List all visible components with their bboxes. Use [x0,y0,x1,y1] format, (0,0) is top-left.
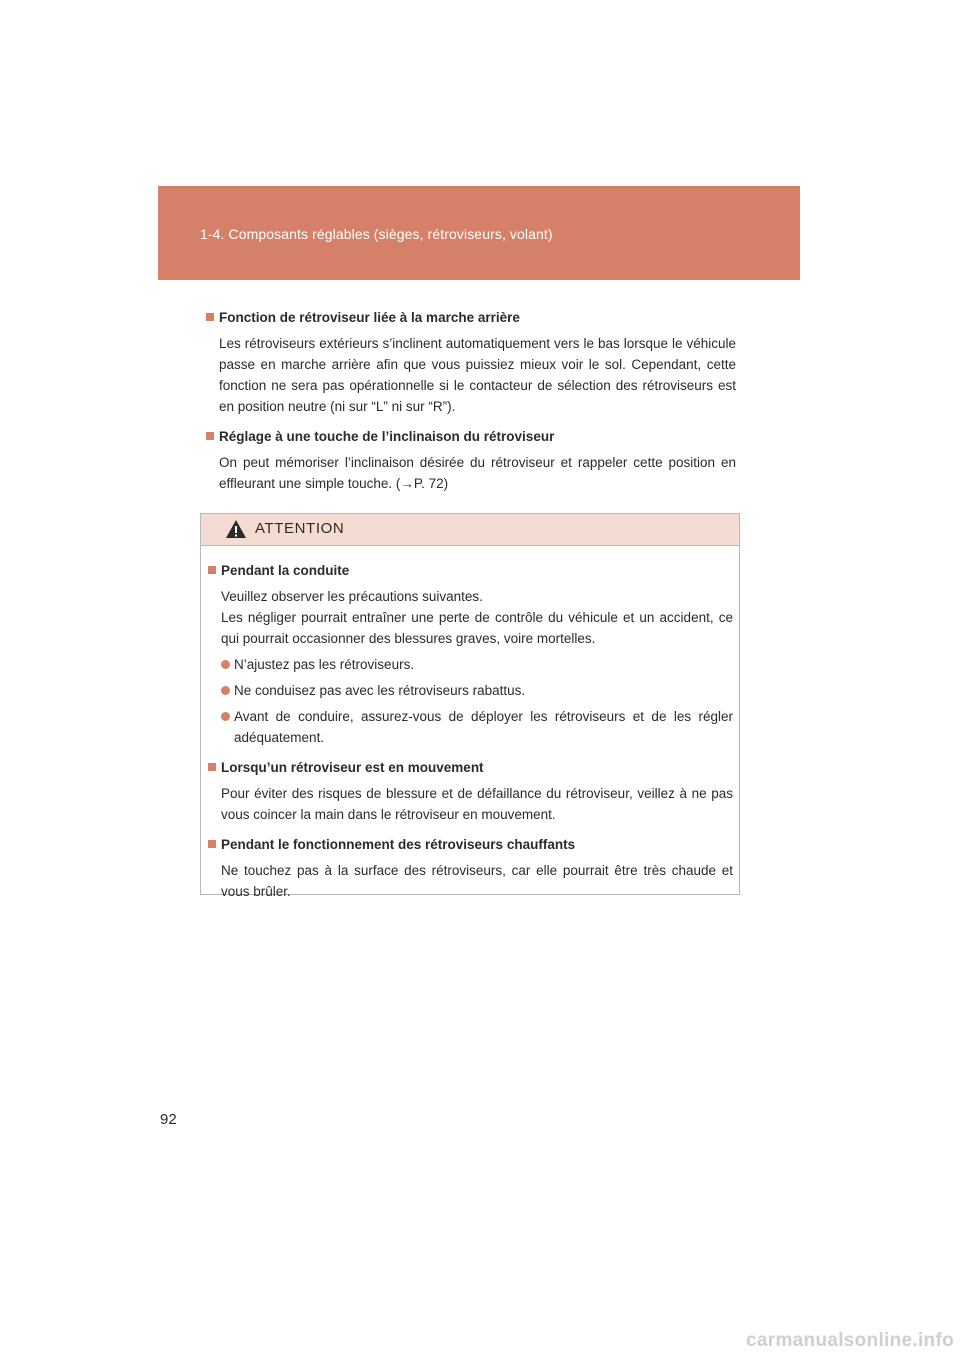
main-content [206,308,736,504]
list-item: Ne conduisez pas avec les rétroviseurs rabattus. [221,680,733,701]
section-title: Fonction de rétroviseur liée à la marche arrière [219,310,520,325]
section-title: Lorsqu’un rétroviseur est en mouvement [221,760,484,775]
attention-header [201,514,739,546]
attention-section-heated [208,835,733,902]
section-title: Pendant la conduite [221,563,350,578]
square-bullet-icon [208,840,216,848]
attention-section-driving [208,561,733,748]
attention-box [200,513,740,899]
section-body: On peut mémoriser l’inclinaison désirée du rétroviseur et rappeler cette position en effleurant une simple touche. (→P. 72) [219,455,736,491]
section-body: Les rétroviseurs extérieurs s’inclinent automatiquement vers le bas lorsque le véhicule passe en marche arrière afin que vous puissiez mieux voir le sol. Cependant, cette fonction ne sera pas opérationnelle si le contacteur de sélection des rétroviseurs est en position neutre (ni sur “L” ni sur “R”). [219,336,736,414]
attention-section-moving [208,758,733,825]
page-number: 92 [160,1111,177,1128]
section-body: Veuillez observer les précautions suivantes. Les négliger pourrait entraîner une perte de contrôle du véhicule et un accident, ce qui pourrait occasionner des blessures graves, voire mortelles. [221,589,733,646]
round-bullet-icon [221,712,230,721]
attention-title: ATTENTION [255,520,345,537]
square-bullet-icon [208,763,216,771]
square-bullet-icon [206,313,214,321]
round-bullet-icon [221,660,230,669]
section-reverse-mirror [206,308,736,417]
section-body: Pour éviter des risques de blessure et de défaillance du rétroviseur, veillez à ne pas vous coincer la main dans le rétroviseur en mouvement. [221,786,733,822]
square-bullet-icon [206,432,214,440]
list-item: Avant de conduire, assurez-vous de déployer les rétroviseurs et de les régler adéquatement. [221,706,733,748]
section-title: Réglage à une touche de l’inclinaison du rétroviseur [219,429,555,444]
attention-body [201,546,739,902]
square-bullet-icon [208,566,216,574]
watermark: carmanualsonline.info [746,1330,954,1351]
warning-triangle-icon [225,519,247,539]
section-title: Pendant le fonctionnement des rétroviseurs chauffants [221,837,576,852]
section-body: Ne touchez pas à la surface des rétroviseurs, car elle pourrait être très chaude et vous brûler. [221,863,733,899]
chapter-title: 1-4. Composants réglables (sièges, rétroviseurs, volant) [200,226,553,242]
chapter-header [158,186,800,280]
section-one-touch [206,427,736,494]
list-item: N’ajustez pas les rétroviseurs. [221,654,733,675]
round-bullet-icon [221,686,230,695]
